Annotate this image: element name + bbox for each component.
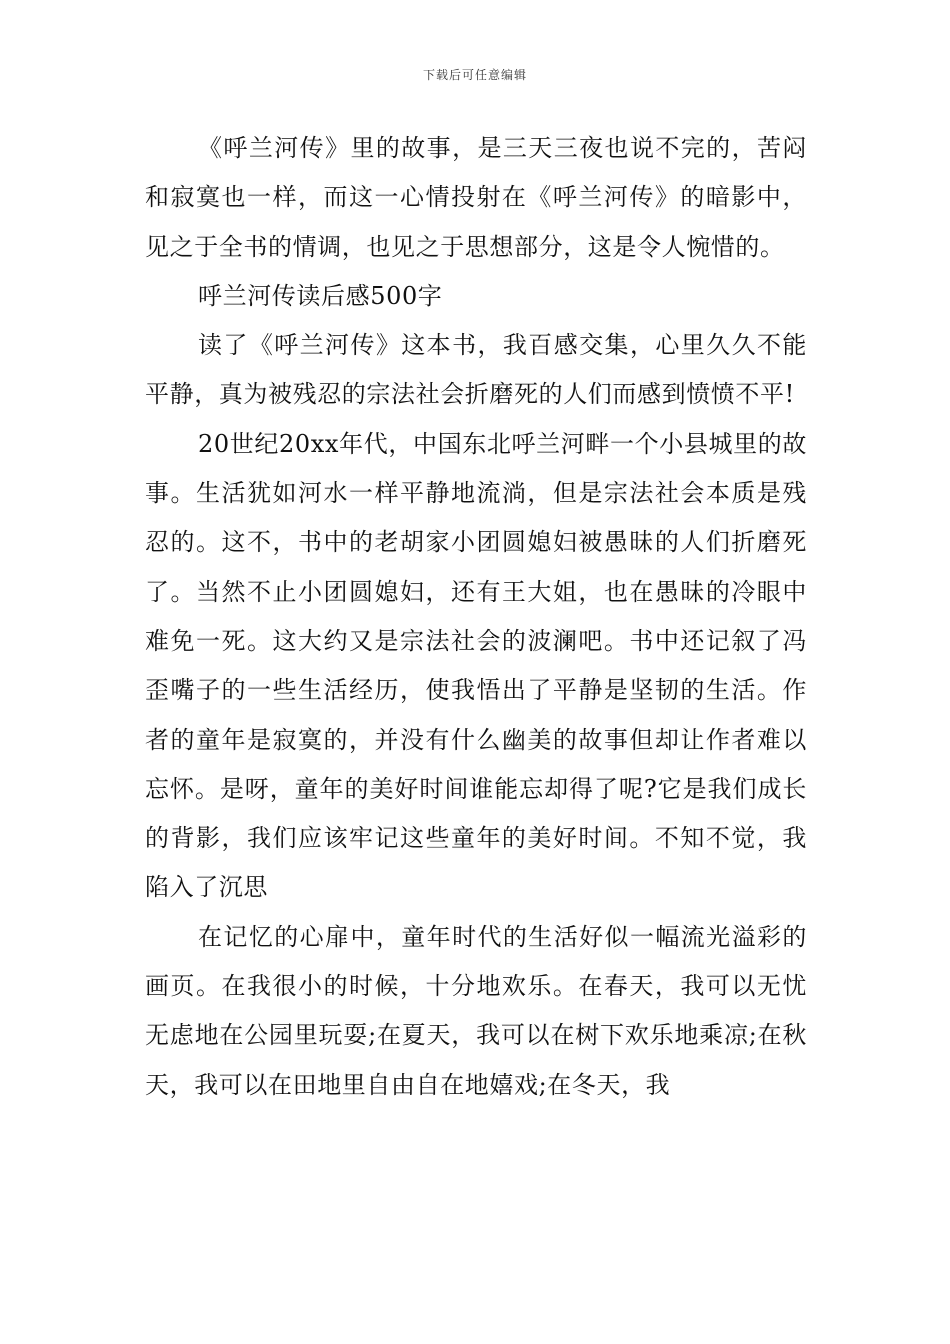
page-header: 下载后可任意编辑 — [422, 68, 527, 82]
section-title: 呼兰河传读后感500字 — [198, 281, 443, 310]
document-body — [145, 124, 807, 1110]
paragraph-intro: 《呼兰河传》里的故事，是三天三夜也说不完的，苦闷和寂寞也一样，而这一心情投射在《呼兰河传》的暗影中，见之于全书的情调，也见之于思想部分，这是令人惋惜的。 — [145, 134, 807, 261]
paragraph-story: 20世纪20xx年代，中国东北呼兰河畔一个小县城里的故事。生活犹如河水一样平静地流淌，但是宗法社会本质是残忍的。这不，书中的老胡家小团圆媳妇被愚昧的人们折磨死了。当然不止小团圆媳妇，还有王大姐，也在愚昧的冷眼中难免一死。这大约又是宗法社会的波澜吧。书中还记叙了冯歪嘴子的一些生活经历，使我悟出了平静是坚韧的生活。作者的童年是寂寞的，并没有什么幽美的故事但却让作者难以忘怀。是呀，童年的美好时间谁能忘却得了呢?它是我们成长的背影，我们应该牢记这些童年的美好时间。不知不觉，我陷入了沉思 — [145, 429, 807, 902]
paragraph-childhood: 在记忆的心扉中，童年时代的生活好似一幅流光溢彩的画页。在我很小的时候，十分地欢乐。在春天，我可以无忧无虑地在公园里玩耍;在夏天，我可以在树下欢乐地乘凉;在秋天，我可以在田地里自由自在地嬉戏;在冬天，我 — [145, 922, 807, 1099]
paragraph-reading: 读了《呼兰河传》这本书，我百感交集，心里久久不能平静，真为被残忍的宗法社会折磨死的人们而感到愤愤不平! — [145, 331, 807, 409]
